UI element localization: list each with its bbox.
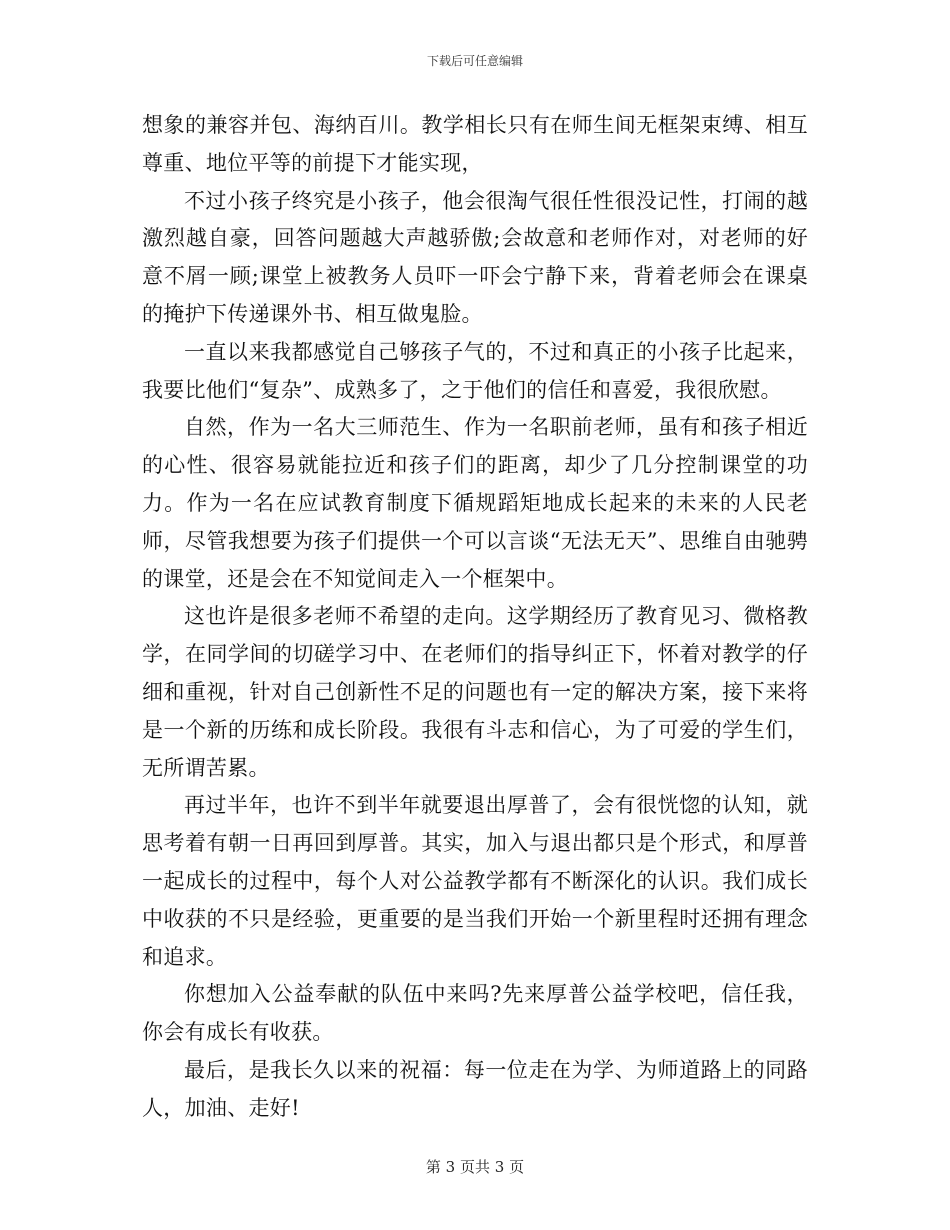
page-header: 下载后可任意编辑 — [426, 54, 523, 68]
paragraph: 想象的兼容并包、海纳百川。教学相长只有在师生间无框架束缚、相互尊重、地位平等的前提下才能实现， — [142, 113, 808, 175]
document-body — [142, 107, 808, 1128]
paragraph: 这也许是很多老师不希望的走向。这学期经历了教育见习、微格教学，在同学间的切磋学习中、在老师们的指导纠正下，怀着对教学的仔细和重视，针对自己创新性不足的问题也有一定的解决方案，接下来将是一个新的历练和成长阶段。我很有斗志和信心，为了可爱的学生们，无所谓苦累。 — [142, 604, 808, 780]
paragraph: 再过半年，也许不到半年就要退出厚普了，会有很恍惚的认知，就思考着有朝一日再回到厚普。其实，加入与退出都只是个形式，和厚普一起成长的过程中，每个人对公益教学都有不断深化的认识。我们成长中收获的不只是经验，更重要的是当我们开始一个新里程时还拥有理念和追求。 — [142, 793, 808, 969]
paragraph: 一直以来我都感觉自己够孩子气的，不过和真正的小孩子比起来，我要比他们“复杂”、成熟多了，之于他们的信任和喜爱，我很欣慰。 — [142, 339, 808, 402]
paragraph: 你想加入公益奉献的队伍中来吗?先来厚普公益学校吧，信任我，你会有成长有收获。 — [142, 982, 808, 1045]
page-footer: 第 3 页共 3 页 — [425, 1158, 525, 1176]
paragraph: 不过小孩子终究是小孩子，他会很淘气很任性很没记性，打闹的越激烈越自豪，回答问题越大声越骄傲;会故意和老师作对，对老师的好意不屑一顾;课堂上被教务人员吓一吓会宁静下来，背着老师会在课桌的掩护下传递课外书、相互做鬼脸。 — [142, 188, 808, 326]
paragraph: 自然，作为一名大三师范生、作为一名职前老师，虽有和孩子相近的心性、很容易就能拉近和孩子们的距离，却少了几分控制课堂的功力。作为一名在应试教育制度下循规蹈矩地成长起来的未来的人民老师，尽管我想要为孩子们提供一个可以言谈“无法无天”、思维自由驰骋的课堂，还是会在不知觉间走入一个框架中。 — [142, 415, 808, 591]
paragraph: 最后，是我长久以来的祝福：每一位走在为学、为师道路上的同路人，加油、走好! — [142, 1057, 808, 1120]
